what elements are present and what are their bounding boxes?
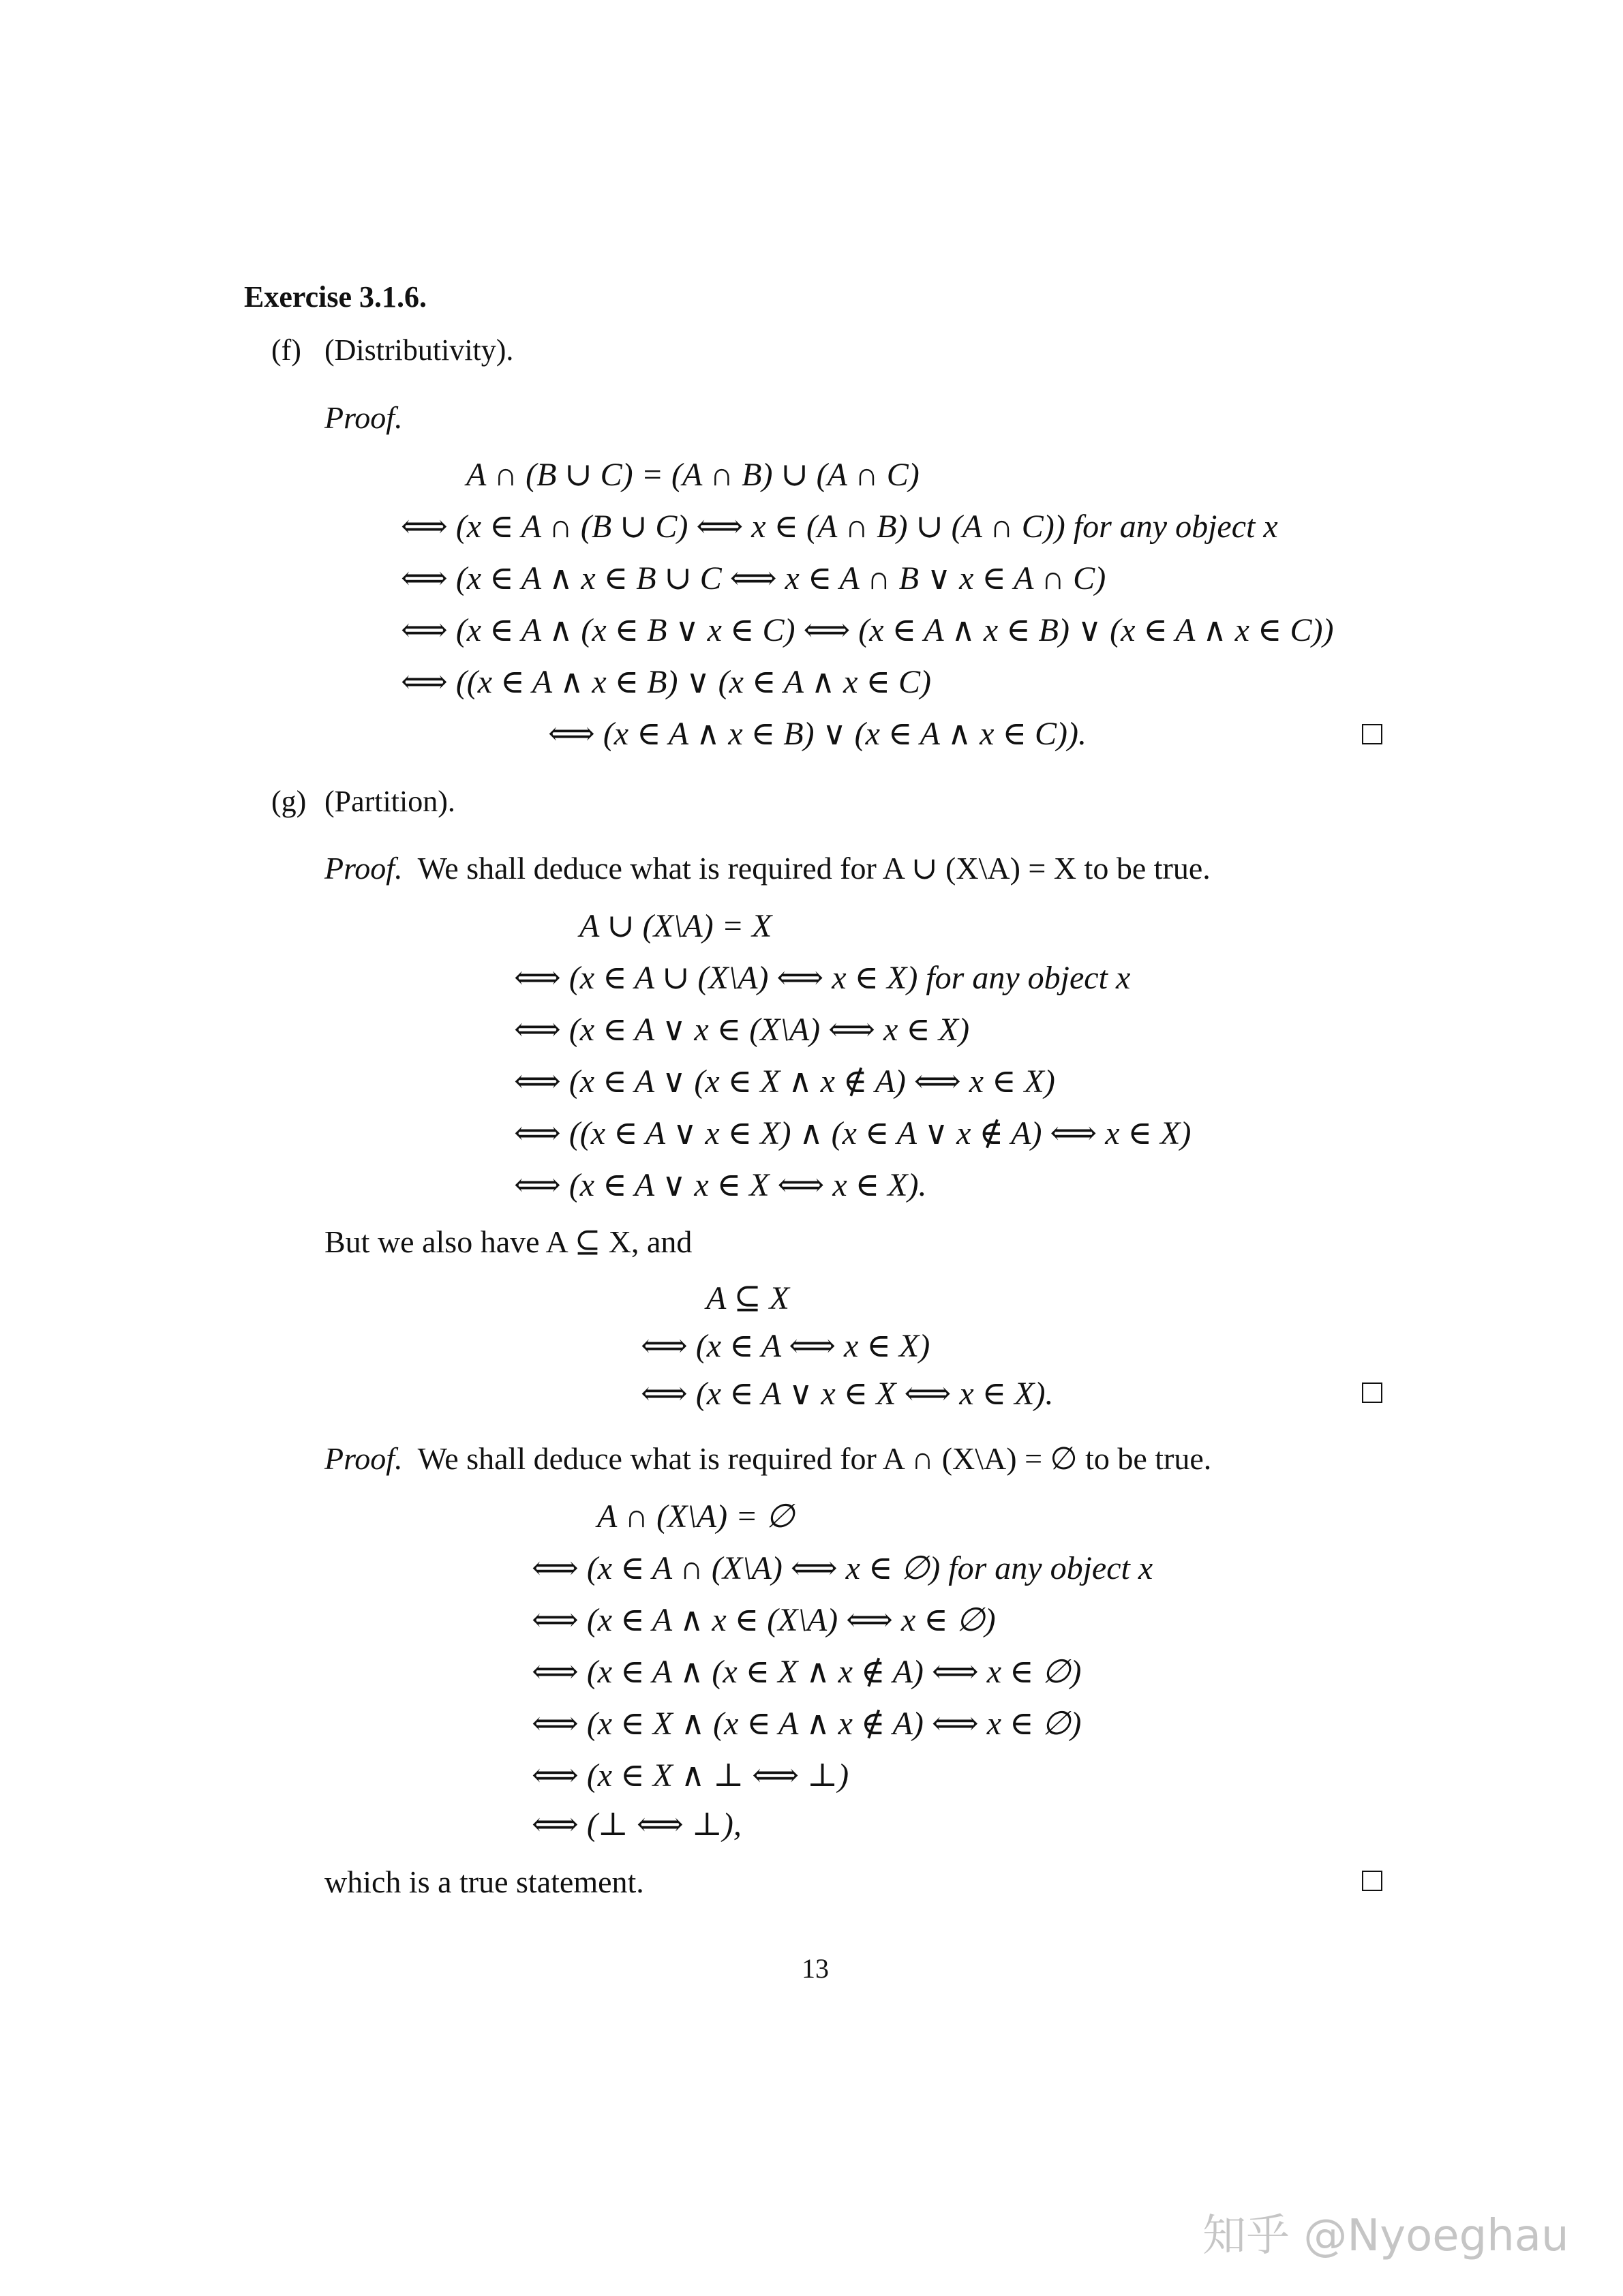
part-g-proof1-bridge: But we also have A ⊆ X, and — [324, 1224, 693, 1259]
part-g-proof1-line-5: ⟺ (x ∈ A ∨ x ∈ X ⟺ x ∈ X). — [514, 1167, 927, 1203]
part-g-proof1-line2-0: A ⊆ X — [706, 1280, 789, 1316]
part-g-proof2-line-4: ⟺ (x ∈ X ∧ (x ∈ A ∧ x ∉ A) ⟺ x ∈ ∅) — [532, 1706, 1082, 1742]
exercise-title: Exercise 3.1.6. — [244, 280, 427, 314]
part-f-line-5: ⟺ (x ∈ A ∧ x ∈ B) ∨ (x ∈ A ∧ x ∈ C)). — [548, 716, 1087, 752]
part-g-proof2-conclusion: which is a true statement. — [324, 1864, 644, 1899]
part-g-proof1-line-1: ⟺ (x ∈ A ∪ (X\A) ⟺ x ∈ X) for any object x — [514, 960, 1131, 996]
qed-square-g1 — [1362, 1383, 1382, 1403]
qed-square-g2 — [1362, 1871, 1382, 1891]
part-g-proof1-label: Proof. — [324, 851, 403, 886]
part-g-proof1-line-2: ⟺ (x ∈ A ∨ x ∈ (X\A) ⟺ x ∈ X) — [514, 1012, 970, 1048]
part-g-proof1-intro-line — [324, 849, 1211, 886]
part-g-title: (Partition). — [324, 785, 455, 818]
part-f-line-3: ⟺ (x ∈ A ∧ (x ∈ B ∨ x ∈ C) ⟺ (x ∈ A ∧ x ∈ B) ∨ (x ∈ A ∧ x ∈ C)) — [401, 612, 1334, 648]
qed-square-f — [1362, 724, 1382, 744]
part-g-proof2-intro-line — [324, 1440, 1211, 1477]
part-g-proof2-line-2: ⟺ (x ∈ A ∧ x ∈ (X\A) ⟺ x ∈ ∅) — [532, 1602, 996, 1638]
part-g-proof1-intro: We shall deduce what is required for A ∪ (X\A) = X to be true. — [417, 851, 1211, 886]
part-f-line-1: ⟺ (x ∈ A ∩ (B ∪ C) ⟺ x ∈ (A ∩ B) ∪ (A ∩ C)) for any object x — [401, 509, 1278, 545]
watermark: 知乎 @Nyoeghau — [1202, 2211, 1569, 2261]
part-g-proof2-line-3: ⟺ (x ∈ A ∧ (x ∈ X ∧ x ∉ A) ⟺ x ∈ ∅) — [532, 1654, 1082, 1690]
part-g-proof1-line-0: A ∪ (X\A) = X — [579, 908, 772, 944]
part-f-proof-label: Proof. — [324, 400, 403, 435]
part-f-label: (f) — [271, 333, 301, 367]
page-number: 13 — [802, 1953, 829, 1984]
part-g-proof1-line-4: ⟺ ((x ∈ A ∨ x ∈ X) ∧ (x ∈ A ∨ x ∉ A) ⟺ x ∈ X) — [514, 1115, 1192, 1151]
part-g-proof2-line-0: A ∩ (X\A) = ∅ — [597, 1498, 795, 1535]
part-g-proof2-line-6: ⟺ (⊥ ⟺ ⊥), — [532, 1807, 742, 1843]
part-g-label: (g) — [271, 785, 307, 818]
part-g-proof1-line-3: ⟺ (x ∈ A ∨ (x ∈ X ∧ x ∉ A) ⟺ x ∈ X) — [514, 1063, 1055, 1100]
part-g-proof2-intro: We shall deduce what is required for A ∩ (X\A) = ∅ to be true. — [417, 1441, 1212, 1476]
part-g-proof2-line-1: ⟺ (x ∈ A ∩ (X\A) ⟺ x ∈ ∅) for any object x — [532, 1550, 1153, 1586]
part-f-line-4: ⟺ ((x ∈ A ∧ x ∈ B) ∨ (x ∈ A ∧ x ∈ C) — [401, 664, 931, 700]
part-g-proof2-label: Proof. — [324, 1441, 403, 1476]
part-g-proof2-line-5: ⟺ (x ∈ X ∧ ⊥ ⟺ ⊥) — [532, 1757, 849, 1794]
part-f-title: (Distributivity). — [324, 333, 514, 367]
part-g-proof1-line2-1: ⟺ (x ∈ A ⟺ x ∈ X) — [641, 1328, 930, 1364]
part-f-line-2: ⟺ (x ∈ A ∧ x ∈ B ∪ C ⟺ x ∈ A ∩ B ∨ x ∈ A ∩ C) — [401, 560, 1106, 596]
part-g-proof1-line2-2: ⟺ (x ∈ A ∨ x ∈ X ⟺ x ∈ X). — [641, 1376, 1054, 1412]
part-f-line-0: A ∩ (B ∪ C) = (A ∩ B) ∪ (A ∩ C) — [466, 457, 920, 493]
